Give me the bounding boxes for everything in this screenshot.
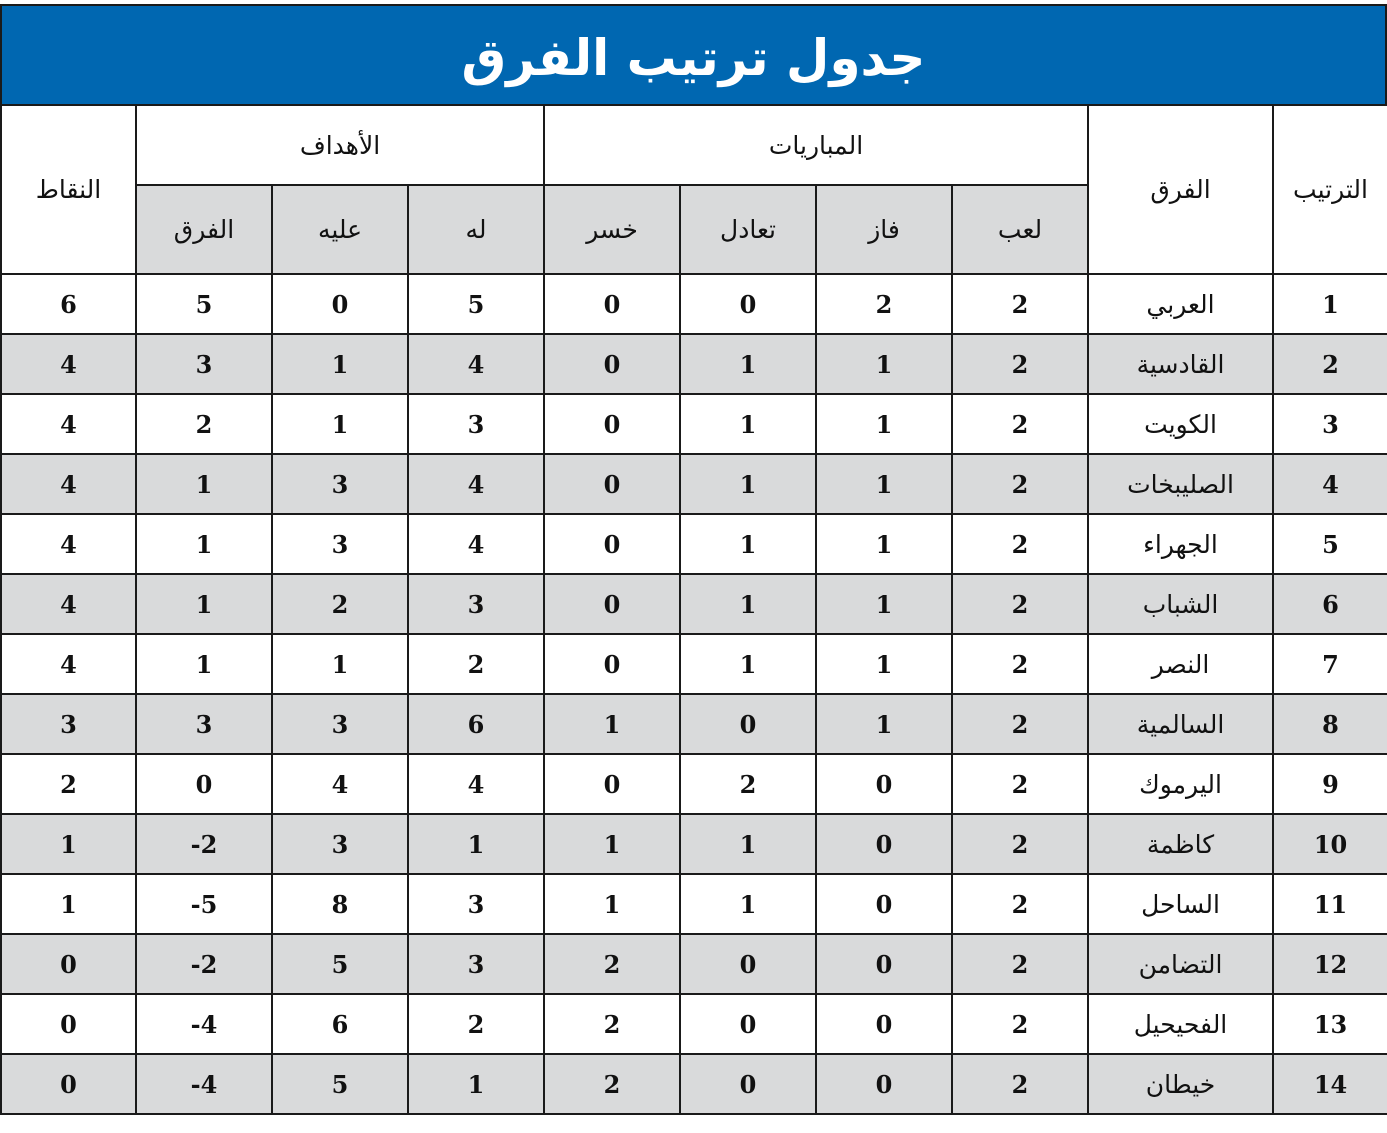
table-row [1, 394, 1387, 454]
header-team: الفرق [1088, 105, 1273, 274]
won-cell: 0 [816, 814, 952, 874]
won-cell: 0 [816, 934, 952, 994]
goals-for-cell: 2 [408, 994, 544, 1054]
goals-against-cell: 3 [272, 514, 408, 574]
header-points: النقاط [1, 105, 136, 274]
rank-cell: 2 [1273, 334, 1387, 394]
played-cell: 2 [952, 454, 1088, 514]
team-cell: الجهراء [1088, 514, 1273, 574]
goals-against-cell: 0 [272, 274, 408, 334]
table-row [1, 634, 1387, 694]
table-row [1, 694, 1387, 754]
team-cell: النصر [1088, 634, 1273, 694]
header-goals-against: عليه [272, 185, 408, 274]
drawn-cell: 1 [680, 874, 816, 934]
table-row [1, 754, 1387, 814]
team-cell: الشباب [1088, 574, 1273, 634]
header-won: فاز [816, 185, 952, 274]
table-row [1, 334, 1387, 394]
team-cell: الفحيحيل [1088, 994, 1273, 1054]
drawn-cell: 0 [680, 1054, 816, 1114]
won-cell: 2 [816, 274, 952, 334]
goals-against-cell: 6 [272, 994, 408, 1054]
won-cell: 0 [816, 874, 952, 934]
team-cell: كاظمة [1088, 814, 1273, 874]
won-cell: 1 [816, 454, 952, 514]
goals-for-cell: 3 [408, 934, 544, 994]
header-matches: المباريات [544, 105, 1088, 185]
drawn-cell: 0 [680, 274, 816, 334]
rank-cell: 13 [1273, 994, 1387, 1054]
rank-cell: 1 [1273, 274, 1387, 334]
rank-cell: 5 [1273, 514, 1387, 574]
points-cell: 6 [1, 274, 136, 334]
table-row [1, 574, 1387, 634]
goal-diff-cell: 2- [136, 814, 272, 874]
points-cell: 0 [1, 934, 136, 994]
won-cell: 1 [816, 634, 952, 694]
goal-diff-cell: 3 [136, 694, 272, 754]
goal-diff-cell: 3 [136, 334, 272, 394]
drawn-cell: 0 [680, 934, 816, 994]
goals-for-cell: 4 [408, 454, 544, 514]
lost-cell: 0 [544, 394, 680, 454]
lost-cell: 2 [544, 1054, 680, 1114]
points-cell: 4 [1, 574, 136, 634]
points-cell: 1 [1, 814, 136, 874]
table-row [1, 814, 1387, 874]
goals-against-cell: 5 [272, 934, 408, 994]
header-drawn: تعادل [680, 185, 816, 274]
won-cell: 1 [816, 394, 952, 454]
lost-cell: 0 [544, 514, 680, 574]
points-cell: 3 [1, 694, 136, 754]
goal-diff-cell: 5 [136, 274, 272, 334]
goals-for-cell: 3 [408, 574, 544, 634]
drawn-cell: 1 [680, 574, 816, 634]
header-goal-diff: الفرق [136, 185, 272, 274]
team-cell: التضامن [1088, 934, 1273, 994]
lost-cell: 0 [544, 574, 680, 634]
goals-against-cell: 5 [272, 1054, 408, 1114]
team-cell: القادسية [1088, 334, 1273, 394]
drawn-cell: 1 [680, 514, 816, 574]
rank-cell: 8 [1273, 694, 1387, 754]
table-row [1, 994, 1387, 1054]
goal-diff-cell: 2 [136, 394, 272, 454]
team-cell: السالمية [1088, 694, 1273, 754]
played-cell: 2 [952, 274, 1088, 334]
table-row [1, 514, 1387, 574]
points-cell: 0 [1, 1054, 136, 1114]
standings-table [0, 104, 1387, 1115]
won-cell: 1 [816, 334, 952, 394]
header-goals: الأهداف [136, 105, 544, 185]
goals-for-cell: 4 [408, 514, 544, 574]
goal-diff-cell: 1 [136, 514, 272, 574]
won-cell: 0 [816, 1054, 952, 1114]
played-cell: 2 [952, 934, 1088, 994]
rank-cell: 4 [1273, 454, 1387, 514]
goals-against-cell: 3 [272, 454, 408, 514]
goals-against-cell: 1 [272, 634, 408, 694]
lost-cell: 0 [544, 754, 680, 814]
lost-cell: 0 [544, 334, 680, 394]
team-cell: اليرموك [1088, 754, 1273, 814]
drawn-cell: 1 [680, 394, 816, 454]
goal-diff-cell: 1 [136, 574, 272, 634]
played-cell: 2 [952, 874, 1088, 934]
goals-against-cell: 1 [272, 334, 408, 394]
goals-for-cell: 1 [408, 1054, 544, 1114]
played-cell: 2 [952, 574, 1088, 634]
goal-diff-cell: 4- [136, 994, 272, 1054]
goal-diff-cell: 4- [136, 1054, 272, 1114]
played-cell: 2 [952, 994, 1088, 1054]
lost-cell: 0 [544, 274, 680, 334]
points-cell: 2 [1, 754, 136, 814]
points-cell: 4 [1, 394, 136, 454]
team-cell: العربي [1088, 274, 1273, 334]
goal-diff-cell: 0 [136, 754, 272, 814]
table-row [1, 934, 1387, 994]
team-cell: الصليبخات [1088, 454, 1273, 514]
points-cell: 4 [1, 514, 136, 574]
goals-against-cell: 8 [272, 874, 408, 934]
rank-cell: 7 [1273, 634, 1387, 694]
goals-against-cell: 3 [272, 694, 408, 754]
team-cell: الكويت [1088, 394, 1273, 454]
drawn-cell: 1 [680, 454, 816, 514]
rank-cell: 6 [1273, 574, 1387, 634]
drawn-cell: 1 [680, 814, 816, 874]
goals-for-cell: 3 [408, 874, 544, 934]
goal-diff-cell: 1 [136, 454, 272, 514]
lost-cell: 0 [544, 634, 680, 694]
goals-for-cell: 6 [408, 694, 544, 754]
header-rank: الترتيب [1273, 105, 1387, 274]
points-cell: 4 [1, 334, 136, 394]
header-played: لعب [952, 185, 1088, 274]
lost-cell: 2 [544, 994, 680, 1054]
table-row [1, 1054, 1387, 1114]
won-cell: 1 [816, 574, 952, 634]
page-title: جدول ترتيب الفرق [0, 4, 1387, 105]
played-cell: 2 [952, 514, 1088, 574]
drawn-cell: 1 [680, 334, 816, 394]
played-cell: 2 [952, 1054, 1088, 1114]
drawn-cell: 1 [680, 634, 816, 694]
won-cell: 1 [816, 514, 952, 574]
rank-cell: 12 [1273, 934, 1387, 994]
table-row [1, 454, 1387, 514]
goals-against-cell: 1 [272, 394, 408, 454]
points-cell: 4 [1, 634, 136, 694]
goals-for-cell: 3 [408, 394, 544, 454]
points-cell: 0 [1, 994, 136, 1054]
goal-diff-cell: 1 [136, 634, 272, 694]
points-cell: 1 [1, 874, 136, 934]
won-cell: 0 [816, 754, 952, 814]
lost-cell: 1 [544, 694, 680, 754]
won-cell: 1 [816, 694, 952, 754]
team-cell: الساحل [1088, 874, 1273, 934]
goal-diff-cell: 5- [136, 874, 272, 934]
rank-cell: 10 [1273, 814, 1387, 874]
drawn-cell: 0 [680, 994, 816, 1054]
goals-against-cell: 3 [272, 814, 408, 874]
played-cell: 2 [952, 754, 1088, 814]
lost-cell: 2 [544, 934, 680, 994]
rank-cell: 9 [1273, 754, 1387, 814]
won-cell: 0 [816, 994, 952, 1054]
rank-cell: 14 [1273, 1054, 1387, 1114]
lost-cell: 0 [544, 454, 680, 514]
goal-diff-cell: 2- [136, 934, 272, 994]
goals-against-cell: 2 [272, 574, 408, 634]
points-cell: 4 [1, 454, 136, 514]
drawn-cell: 0 [680, 694, 816, 754]
goals-for-cell: 1 [408, 814, 544, 874]
rank-cell: 3 [1273, 394, 1387, 454]
team-cell: خيطان [1088, 1054, 1273, 1114]
played-cell: 2 [952, 394, 1088, 454]
drawn-cell: 2 [680, 754, 816, 814]
goals-for-cell: 4 [408, 334, 544, 394]
lost-cell: 1 [544, 874, 680, 934]
table-row [1, 274, 1387, 334]
table-row [1, 874, 1387, 934]
rank-cell: 11 [1273, 874, 1387, 934]
played-cell: 2 [952, 814, 1088, 874]
goals-for-cell: 4 [408, 754, 544, 814]
played-cell: 2 [952, 334, 1088, 394]
header-goals-for: له [408, 185, 544, 274]
played-cell: 2 [952, 634, 1088, 694]
header-lost: خسر [544, 185, 680, 274]
goals-against-cell: 4 [272, 754, 408, 814]
played-cell: 2 [952, 694, 1088, 754]
goals-for-cell: 2 [408, 634, 544, 694]
goals-for-cell: 5 [408, 274, 544, 334]
lost-cell: 1 [544, 814, 680, 874]
